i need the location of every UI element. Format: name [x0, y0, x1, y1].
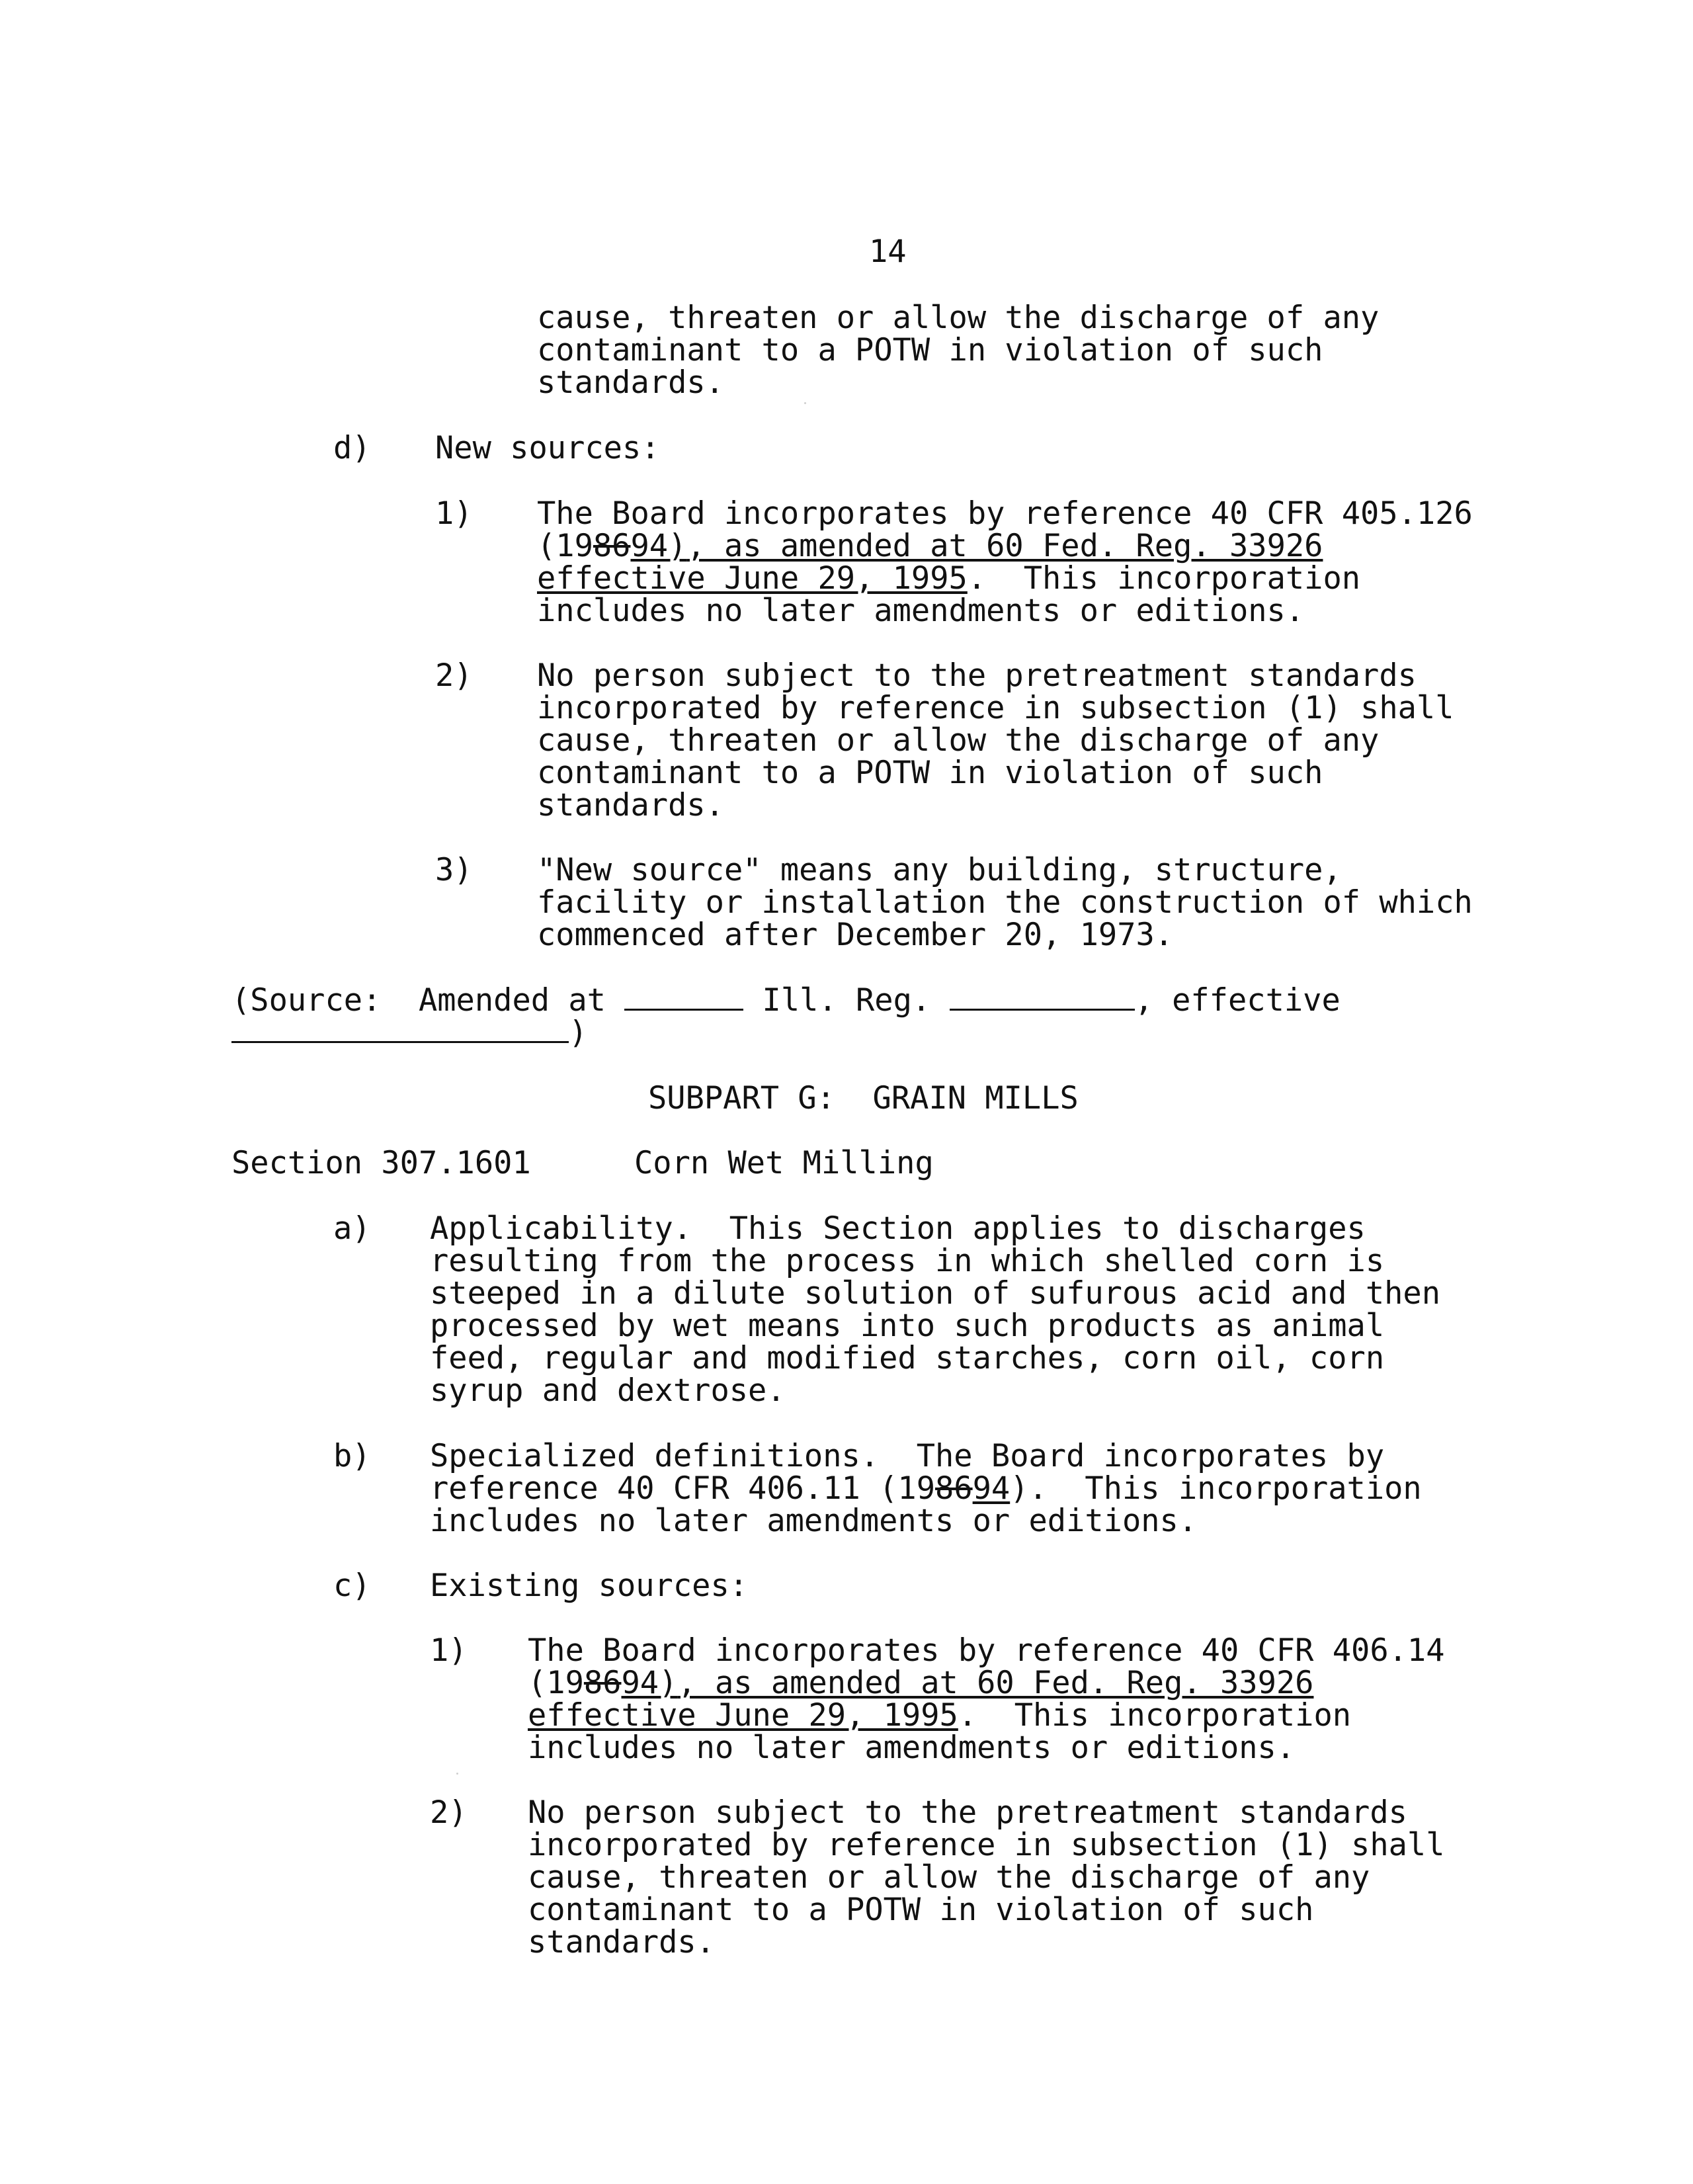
text-fragment: reference 40 CFR 406.11 (19	[430, 1470, 936, 1507]
inserted-text: , as amended at 60 Fed. Reg. 33926	[677, 1665, 1314, 1701]
text-line: resulting from the process in which shelled corn is	[430, 1243, 1385, 1279]
paragraph-c1	[528, 1634, 1445, 1764]
text-line: No person subject to the pretreatment standards	[528, 1794, 1407, 1831]
blank-effective-date	[231, 1016, 569, 1043]
text-line: cause, threaten or allow the discharge of any	[528, 1859, 1370, 1896]
text-line: steeped in a dilute solution of sufurous acid and then	[430, 1275, 1441, 1312]
section-number: Section 307.1601	[231, 1145, 531, 1181]
text-line: The Board incorporates by reference 40 CFR 405.126	[537, 495, 1473, 532]
source-note-line2	[231, 1016, 587, 1049]
paragraph-d1	[537, 497, 1473, 627]
item-label-d1: 1)	[435, 495, 473, 532]
source-close: )	[569, 1015, 588, 1051]
text-line: includes no later amendments or editions.	[528, 1730, 1296, 1766]
subsection-label-c: c)	[333, 1568, 371, 1604]
scan-speck	[804, 402, 806, 404]
deleted-text: 86	[583, 1665, 622, 1701]
source-amended: Amended at	[418, 982, 606, 1019]
subsection-label-d: d)	[333, 430, 371, 466]
page-number: 14	[869, 233, 907, 270]
text-line: facility or installation the construction of which	[537, 884, 1473, 921]
source-note	[231, 984, 1341, 1017]
blank-volume	[624, 984, 743, 1011]
subsection-label-a: a)	[333, 1210, 371, 1247]
blank-page	[950, 984, 1135, 1011]
subpart-heading: SUBPART G: GRAIN MILLS	[648, 1080, 1079, 1116]
scan-speck	[456, 1773, 458, 1775]
text-line: contaminant to a POTW in violation of such	[528, 1892, 1314, 1928]
year-prefix: (19	[528, 1665, 584, 1701]
continuation-paragraph	[537, 302, 1379, 399]
text-line: Specialized definitions. The Board incorporates by	[430, 1438, 1385, 1474]
source-ill-reg: Ill. Reg.	[762, 982, 931, 1019]
text-line: cause, threaten or allow the discharge of any	[537, 300, 1380, 336]
section-title: Corn Wet Milling	[634, 1145, 934, 1181]
inserted-text: 94)	[621, 1665, 678, 1701]
subsection-label-b: b)	[333, 1438, 371, 1474]
item-label-c2: 2)	[430, 1794, 468, 1831]
inserted-text: effective June 29, 1995	[537, 560, 968, 597]
text-line: standards.	[528, 1924, 715, 1960]
text-line: cause, threaten or allow the discharge of any	[537, 722, 1380, 759]
text-line: standards.	[537, 364, 724, 401]
paragraph-c2	[528, 1796, 1445, 1958]
text-fragment: ). This incorporation	[1010, 1470, 1422, 1507]
subsection-title-c: Existing sources:	[430, 1568, 749, 1604]
paragraph-d2	[537, 659, 1454, 821]
text-line: commenced after December 20, 1973.	[537, 917, 1174, 953]
text-line: contaminant to a POTW in violation of such	[537, 755, 1323, 791]
text-line: incorporated by reference in subsection (1) shall	[528, 1827, 1445, 1863]
text-line: feed, regular and modified starches, corn oil, corn	[430, 1340, 1385, 1376]
text-line: includes no later amendments or editions.	[430, 1503, 1198, 1539]
item-label-d2: 2)	[435, 657, 473, 694]
text-line: contaminant to a POTW in violation of such	[537, 332, 1323, 368]
text-fragment: . This incorporation	[958, 1697, 1352, 1734]
text-line: The Board incorporates by reference 40 CFR 406.14	[528, 1632, 1445, 1669]
deleted-text: 86	[935, 1470, 973, 1507]
text-line: "New source" means any building, structure,	[537, 852, 1342, 888]
inserted-text: , as amended at 60 Fed. Reg. 33926	[686, 528, 1323, 564]
inserted-text: 94)	[630, 528, 687, 564]
item-label-c1: 1)	[430, 1632, 468, 1669]
text-line: Applicability. This Section applies to discharges	[430, 1210, 1366, 1247]
text-line: syrup and dextrose.	[430, 1372, 786, 1409]
text-fragment: . This incorporation	[967, 560, 1361, 597]
text-line: includes no later amendments or editions.	[537, 593, 1305, 629]
text-line: No person subject to the pretreatment standards	[537, 657, 1417, 694]
year-prefix: (19	[537, 528, 593, 564]
text-line: incorporated by reference in subsection (1) shall	[537, 690, 1454, 726]
text-line: standards.	[537, 787, 724, 823]
source-effective: , effective	[1134, 982, 1341, 1019]
subsection-title-d: New sources:	[435, 430, 660, 466]
paragraph-b	[430, 1440, 1422, 1537]
inserted-text: effective June 29, 1995	[528, 1697, 958, 1734]
paragraph-a	[430, 1212, 1440, 1407]
deleted-text: 86	[593, 528, 631, 564]
paragraph-d3	[537, 854, 1473, 951]
text-line: processed by wet means into such products as animal	[430, 1308, 1385, 1344]
source-prefix: (Source:	[231, 982, 382, 1019]
inserted-text: 94	[972, 1470, 1011, 1507]
item-label-d3: 3)	[435, 852, 473, 888]
